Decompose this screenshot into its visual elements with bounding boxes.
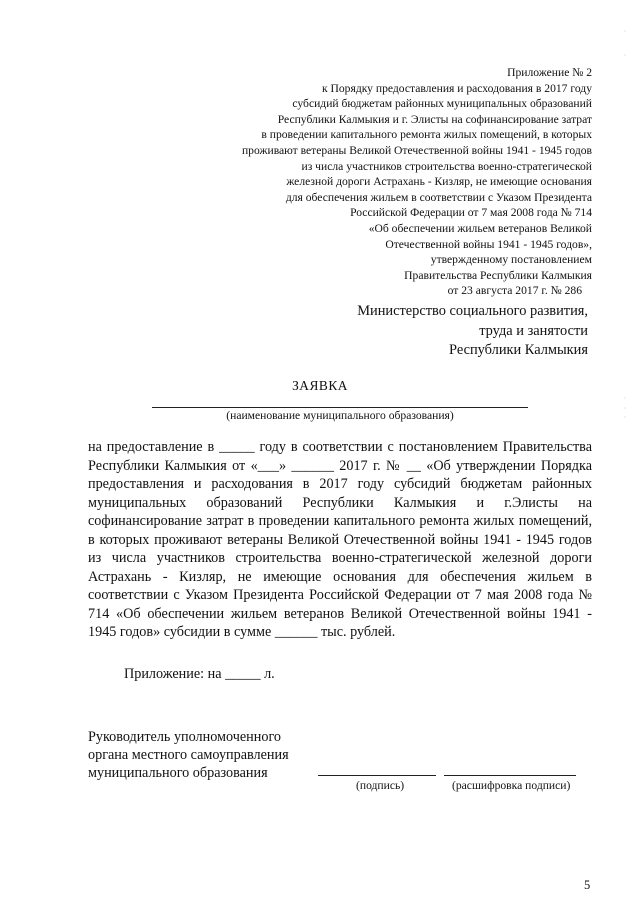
appendix-line: из числа участников строительства военно-стратегической xyxy=(301,159,592,173)
appendix-line: для обеспечения жильем в соответствии с Указом Президента xyxy=(285,190,592,204)
appendix-line: от 23 августа 2017 г. № 286 xyxy=(447,284,582,298)
addressee-line: труда и занятости xyxy=(479,322,588,339)
appendix-header xyxy=(242,65,592,299)
signer-line: органа местного самоуправления xyxy=(88,747,289,763)
municipality-name-caption: (наименование муниципального образования) xyxy=(226,409,454,422)
appendix-line: Республики Калмыкия и г. Элисты на софинансирование затрат xyxy=(277,112,592,126)
signature-decoding-field[interactable] xyxy=(444,775,576,776)
scan-margin-mark: · xyxy=(623,51,627,60)
signer-block xyxy=(88,728,289,782)
addressee-line: Республики Калмыкия xyxy=(449,342,588,358)
addressee-block xyxy=(357,302,588,361)
appendix-line: Правительства Республики Калмыкия xyxy=(404,268,592,282)
scan-margin-mark: · xyxy=(623,27,627,36)
municipality-name-field[interactable] xyxy=(152,407,528,408)
appendix-line: в проведении капитального ремонта жилых помещений, в которых xyxy=(261,128,592,142)
signature-decoding-caption: (расшифровка подписи) xyxy=(452,779,571,792)
addressee-line: Министерство социального развития, xyxy=(357,303,588,319)
page-number: 5 xyxy=(584,878,591,892)
signature-caption: (подпись) xyxy=(356,779,405,792)
appendix-line: субсидий бюджетам районных муниципальных образований xyxy=(292,97,592,111)
appendix-line: к Порядку предоставления и расходования в 2017 году xyxy=(321,81,592,95)
appendix-line: железной дороги Астрахань - Кизляр, не имеющие основания xyxy=(286,175,592,189)
application-paragraph: на предоставление в _____ году в соответствии с постановлением Правительства Республики Калмыкия от «___» ______ 2017 г. № __ «Об утверждении Порядка предоставления и расходования в 2017 году субсидий бюджетам районных муниципальных образований Республики Калмыкия и г.Элисты на софинансирование затрат в проведении капитального ремонта жилых помещений, в которых проживают ветераны Великой Отечественной войны 1941 - 1945 годов из числа участников строительства военно-стратегической железной дороги Астрахань - Кизляр, не имеющие основания для обеспечения жильем в соответствии с Указом Президента Российской Федерации от 7 мая 2008 года № 714 «Об обеспечении жильем ветеранов Великой Отечественной войны 1941 - 1945 годов» субсидии в сумме ______ тыс. рублей. xyxy=(88,439,592,640)
appendix-line: «Об обеспечении жильем ветеранов Великой xyxy=(368,221,592,235)
appendix-line: Отечественной войны 1941 - 1945 годов», xyxy=(385,237,592,251)
signer-line: муниципального образования xyxy=(88,765,268,781)
scan-margin-mark: · xyxy=(623,413,627,422)
scan-margin-mark: · xyxy=(623,394,627,403)
appendix-line: проживают ветераны Великой Отечественной войны 1941 - 1945 годов xyxy=(241,143,592,157)
scan-margin-mark: · xyxy=(623,404,627,413)
document-title: ЗАЯВКА xyxy=(292,378,348,393)
signature-field[interactable] xyxy=(318,775,436,776)
appendix-line: Российской Федерации от 7 мая 2008 года № 714 xyxy=(350,206,592,220)
attachment-line: Приложение: на _____ л. xyxy=(124,666,275,682)
application-body xyxy=(88,438,592,642)
signer-line: Руководитель уполномоченного xyxy=(88,729,282,745)
appendix-line: Приложение № 2 xyxy=(507,66,592,79)
appendix-line: утвержденному постановлением xyxy=(430,253,592,267)
